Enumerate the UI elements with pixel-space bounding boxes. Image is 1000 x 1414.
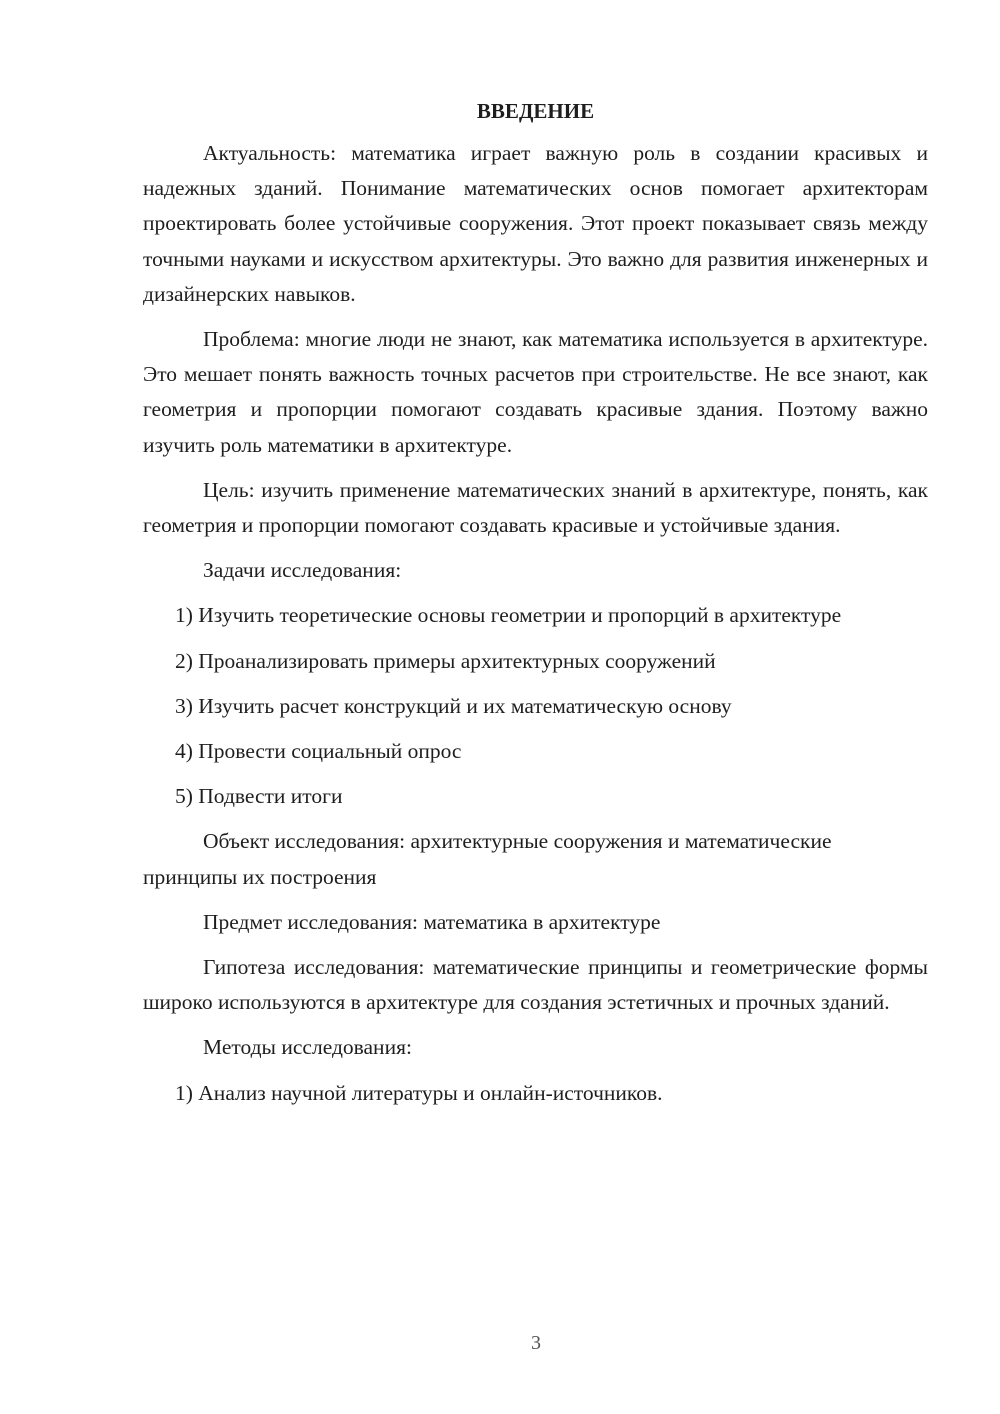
document-page [143, 96, 928, 1121]
methods-heading: Методы исследования: [203, 1035, 412, 1060]
task-item: 5) Подвести итоги [175, 784, 343, 809]
subject-paragraph: Предмет исследования: математика в архитектуре [203, 909, 661, 934]
page-title: ВВЕДЕНИЕ [476, 99, 595, 123]
object-paragraph: Объект исследования: архитектурные сооружения и математические принципы их построения [143, 829, 832, 889]
goal-paragraph: Цель: изучить применение математических знаний в архитектуре, понять, как геометрия и пропорции помогают создавать красивые и устойчивые здания. [143, 477, 928, 538]
task-item: 3) Изучить расчет конструкций и их математическую основу [175, 693, 732, 718]
problem-paragraph: Проблема: многие люди не знают, как математика используется в архитектуре. Это мешает понять важность точных расчетов при строительстве. Не все знают, как геометрия и пропорции помогают создавать красивые здания. Поэтому важно изучить роль математики в архитектуре. [143, 327, 928, 457]
tasks-heading: Задачи исследования: [203, 558, 402, 583]
method-item: 1) Анализ научной литературы и онлайн-источников. [175, 1080, 663, 1105]
page-number: 3 [531, 1332, 541, 1354]
methods-list [143, 1076, 928, 1111]
task-item: 4) Провести социальный опрос [175, 739, 462, 764]
hypothesis-paragraph: Гипотеза исследования: математические принципы и геометрические формы широко используются в архитектуре для создания эстетичных и прочных зданий. [143, 955, 928, 1015]
relevance-paragraph: Актуальность: математика играет важную роль в создании красивых и надежных зданий. Понимание математических основ помогает архитекторам проектировать более устойчивые сооружения. Этот проект показывает связь между точными науками и искусством архитектуры. Это важно для развития инженерных и дизайнерских навыков. [143, 141, 928, 306]
task-item: 2) Проанализировать примеры архитектурных сооружений [175, 648, 716, 673]
tasks-list [143, 598, 928, 814]
task-item: 1) Изучить теоретические основы геометрии и пропорций в архитектуре [175, 603, 842, 628]
